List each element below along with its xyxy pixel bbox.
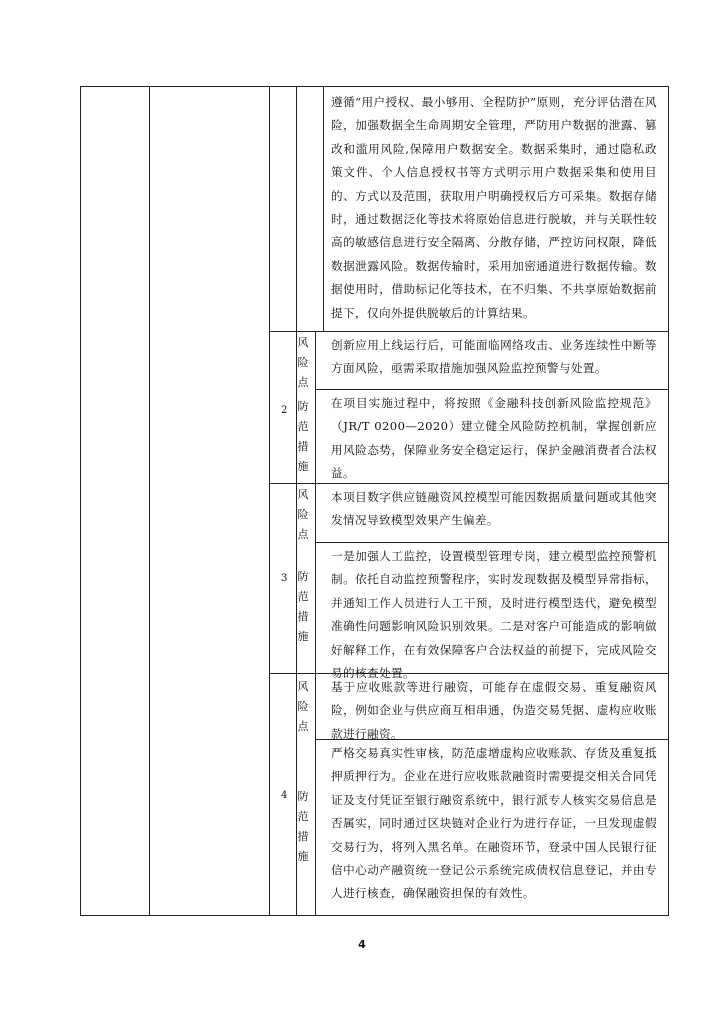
prevention-measures-label: 防 范 措 施 [297,570,309,643]
row-number: 2 [281,405,288,416]
column-divider [323,87,324,331]
risk-point-label: 风 险 点 [297,680,309,733]
row-number: 4 [281,790,288,801]
page-number: 4 [358,938,366,951]
row-divider [315,389,668,390]
row-divider [315,542,668,543]
cell-text: 遵循“用户授权、最小够用、全程防护”原则，充分评估潜在风险，加强数据全生命周期安全管理，严防用户数据的泄露、篡改和滥用风险,保障用户数据安全。数据采集时，通过隐私政策文件、个人信息授权书等方式明示用户数据采集和使用目的、方式以及范围，获取用户明确授权后方可采集。数据存储时，通过数据泛化等技术将原始信息进行脱敏，并与关联性较高的敏感信息进行安全隔离、分散存储，严控访问权限，降低数据泄露风险。数据传输时，采用加密通道进行数据传输。数据使用时，借助标记化等技术，在不归集、不共享原始数据前提下，仅向外提供脱敏后的计算结果。 [331,95,657,320]
risk-point-label: 风 险 点 [297,488,309,541]
cell-text: 基于应收账款等进行融资，可能存在虚假交易、重复融资风险，例如企业与供应商互相串通，伪造交易凭据、虚构应收账款进行融资。 [331,680,657,741]
row-divider [269,331,668,332]
cell-text: 严格交易真实性审核，防范虚增虚构应收账款、存货及重复抵押质押行为。企业在进行应收账款融资时需要提交相关合同凭证及支付凭证至银行融资系统中，银行派专人核实交易信息是否属实，同时通过区块链对企业行为进行存证，一旦发现虚假交易行为，将列入黑名单。在融资环节，登录中国人民银行征信中心动产融资统一登记公示系统完成债权信息登记，并由专人进行核查，确保融资担保的有效性。 [331,746,657,901]
cell-text: 本项目数字供应链融资风控模型可能因数据质量问题或其他突发情况导致模型效果产生偏差。 [331,490,657,528]
cell-text: 创新应用上线运行后，可能面临网络攻击、业务连续性中断等方面风险，亟需采取措施加强风险监控预警与处置。 [331,338,657,376]
cell-text: 在项目实施过程中，将按照《金融科技创新风险监控规范》（JR/T 0200—2020）建立健全风险防控机制，掌握创新应用风险态势，保障业务安全稳定运行，保护金融消费者合法权益。 [331,396,657,481]
prevention-measures-label: 防 范 措 施 [297,790,309,863]
risk-table [80,86,669,916]
prevention-measures-label: 防 范 措 施 [297,400,309,473]
row-number: 3 [281,573,288,584]
risk-point-label: 风 险 点 [297,336,309,389]
column-divider [269,87,270,915]
cell-text: 一是加强人工监控，设置模型管理专岗，建立模型监控预警机制。依托自动监控预警程序，实时发现数据及模型异常指标，并通知工作人员进行人工干预，及时进行模型迭代，避免模型准确性问题影响风险识别效果。二是对客户可能造成的影响做好解释工作，在有效保障客户合法权益的前提下，完成风险交易的核查处置。 [331,549,657,681]
column-divider [149,87,150,915]
